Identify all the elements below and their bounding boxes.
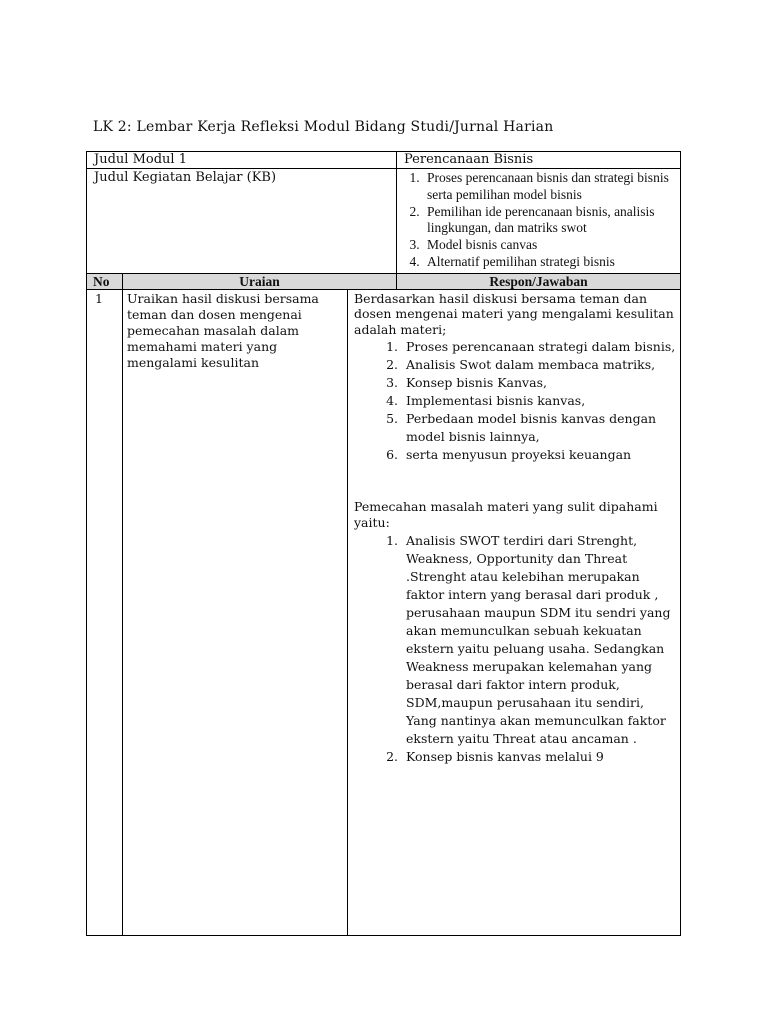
solution-list	[354, 532, 676, 766]
response-cell	[348, 289, 681, 935]
kb-row	[87, 169, 681, 274]
kb-item: 2. Pemilihan ide perencanaan bisnis, analisis lingkungan, dan matriks swot	[423, 204, 674, 238]
table-row	[87, 289, 681, 935]
kb-item: 4. Alternatif pemilihan strategi bisnis	[423, 254, 674, 271]
modul-value: Perencanaan Bisnis	[397, 152, 681, 169]
table-header-row	[87, 273, 681, 289]
modul-row	[87, 152, 681, 169]
reflection-table	[86, 151, 681, 936]
response-intro: Berdasarkan hasil diskusi bersama teman dan dosen mengenai materi yang mengalami kesulitan adalah materi;	[354, 290, 674, 337]
difficulty-item: 1. Proses perencanaan strategi dalam bisnis,	[402, 338, 676, 356]
kb-item: 3. Model bisnis canvas	[423, 237, 674, 254]
kb-item: 1. Proses perencanaan bisnis dan strategi bisnis serta pemilihan model bisnis	[423, 170, 674, 204]
header-respon: Respon/Jawaban	[397, 273, 681, 289]
document-title: LK 2: Lembar Kerja Refleksi Modul Bidang Studi/Jurnal Harian	[93, 119, 554, 135]
kb-list	[399, 170, 674, 271]
kb-list-cell	[397, 169, 681, 274]
header-no: No	[87, 273, 123, 289]
solution-intro: Pemecahan masalah materi yang sulit dipahami yaitu:	[354, 499, 658, 530]
row-number: 1	[87, 289, 123, 935]
difficulty-item: 2. Analisis Swot dalam membaca matriks,	[402, 356, 676, 374]
difficulty-item: 3. Konsep bisnis Kanvas,	[402, 374, 676, 392]
difficulty-item: 5. Perbedaan model bisnis kanvas dengan model bisnis lainnya,	[402, 410, 676, 446]
difficulty-list	[354, 338, 676, 464]
difficulty-item: 4. Implementasi bisnis kanvas,	[402, 392, 676, 410]
solution-item: 2. Konsep bisnis kanvas melalui 9	[402, 748, 676, 766]
header-uraian: Uraian	[123, 273, 397, 289]
kb-label: Judul Kegiatan Belajar (KB)	[87, 169, 397, 274]
difficulty-item: 6. serta menyusun proyeksi keuangan	[402, 446, 676, 464]
spacer	[354, 464, 676, 499]
solution-item: 1. Analisis SWOT terdiri dari Strenght, Weakness, Opportunity dan Threat .Strenght atau kelebihan merupakan faktor intern yang berasal dari produk , perusahaan maupun SDM itu sendri yang akan memunculkan sebuah kekuatan ekstern yaitu peluang usaha. Sedangkan Weakness merupakan kelemahan yang berasal dari faktor intern produk, SDM,maupun perusahaan itu sendiri, Yang nantinya akan memunculkan faktor ekstern yaitu Threat atau ancaman .	[402, 532, 676, 748]
uraian-text: Uraikan hasil diskusi bersama teman dan dosen mengenai pemecahan masalah dalam memahami materi yang mengalami kesulitan	[123, 289, 348, 935]
modul-label: Judul Modul 1	[87, 152, 397, 169]
